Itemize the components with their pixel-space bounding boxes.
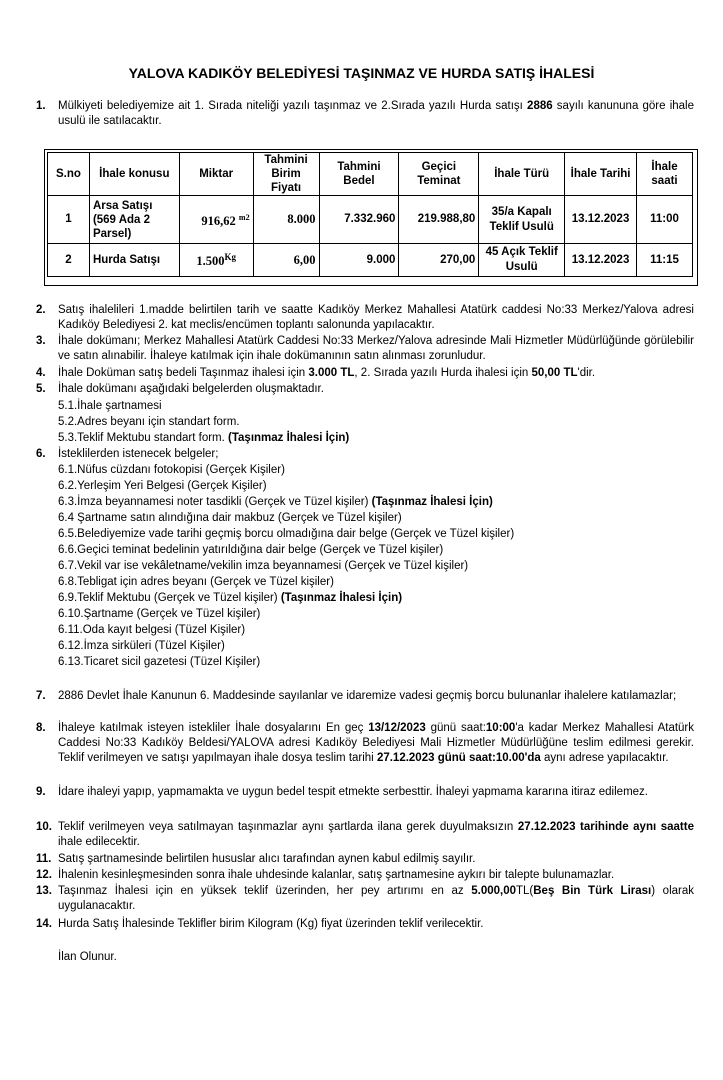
closing-text: İlan Olunur. bbox=[58, 951, 117, 963]
clause-2: 2. Satış ihalelileri 1.madde belirtilen tarih ve saatte Kadıköy Merkez Mahallesi Atatürk caddesi No:33 Merkez/Yalova adresi Kadıköy Belediyesi 2. kat meclis/encümen toplantı salonunda yapılacaktır. bbox=[36, 304, 694, 331]
clause-1: 1. Mülkiyeti belediyemize ait 1. Sırada niteliği yazılı taşınmaz ve 2.Sırada yazılı Hurda satışı 2886 sayılı kanununa göre ihale usulü ile satılacaktır. bbox=[36, 100, 694, 127]
list-item: 6.6.Geçici teminat bedelinin yatırıldığına dair belge (Gerçek ve Tüzel kişiler) bbox=[58, 544, 444, 556]
clause-11: 11. Satış şartnamesinde belirtilen hususlar alıcı tarafından aynen kabul edilmiş sayılır. bbox=[36, 853, 476, 865]
list-item: 6.5.Belediyemize vade tarihi geçmiş borcu olmadığına dair belge (Gerçek ve Tüzel kişiler) bbox=[58, 528, 515, 540]
list-item: 6.10.Şartname (Gerçek ve Tüzel kişiler) bbox=[58, 608, 261, 620]
list-item: 6.2.Yerleşim Yeri Belgesi (Gerçek Kişiler) bbox=[58, 480, 267, 492]
clause-9: 9. İdare ihaleyi yapıp, yapmamakta ve uygun bedel tespit etmekte serbesttir. İhaleyi yapmama kararına itiraz edilemez. bbox=[36, 786, 648, 798]
col-saat: İhale saati bbox=[637, 153, 693, 196]
list-item: 6.3.İmza beyannamesi noter tasdikli (Gerçek ve Tüzel kişiler) (Taşınmaz İhalesi İçin) bbox=[58, 496, 493, 508]
list-item: 6.8.Tebligat için adres beyanı (Gerçek ve Tüzel kişiler) bbox=[58, 576, 334, 588]
col-tarih: İhale Tarihi bbox=[565, 153, 637, 196]
clause-14: 14. Hurda Satış İhalesinde Teklifler birim Kilogram (Kg) fiyat üzerinden teklif verilecektir. bbox=[36, 918, 484, 930]
list-item: 6.11.Oda kayıt belgesi (Tüzel Kişiler) bbox=[58, 624, 246, 636]
col-konu: İhale konusu bbox=[89, 153, 179, 196]
table-row: 1 Arsa Satışı (569 Ada 2 Parsel) 916,62 $^{m2}$ 8.000 7.332.960 219.988,80 35/a Kapalı Teklif Usulü 13.12.2023 11:00 bbox=[48, 196, 693, 244]
clause-10: 10. Teklif verilmeyen veya satılmayan taşınmazlar aynı şartlarda ilana gerek duyulmaksızın 27.12.2023 tarihinde aynı saatte ihale edilecektir. bbox=[36, 821, 694, 848]
col-teminat: Geçici Teminat bbox=[399, 153, 479, 196]
list-item: 5.3.Teklif Mektubu standart form. (Taşınmaz İhalesi İçin) bbox=[58, 432, 350, 444]
col-bedel: Tahmini Bedel bbox=[319, 153, 399, 196]
clause-3: 3. İhale dokümanı; Merkez Mahallesi Atatürk Caddesi No:33 Merkez/Yalova adresinde Mali Hizmetler Müdürlüğünde görülebilir ve satın alınabilir. İhaleye katılmak için ihale dokümanının satın alınması zorunludur. bbox=[36, 335, 694, 362]
clause-4: 4. İhale Doküman satış bedeli Taşınmaz ihalesi için 3.000 TL, 2. Sırada yazılı Hurda ihalesi için 50,00 TL'dir. bbox=[36, 367, 596, 379]
auction-table bbox=[47, 152, 693, 277]
table-header-row bbox=[48, 153, 693, 196]
list-item: 6.12.İmza sirküleri (Tüzel Kişiler) bbox=[58, 640, 225, 652]
col-miktar: Miktar bbox=[179, 153, 253, 196]
col-sno: S.no bbox=[48, 153, 90, 196]
list-item: 6.4 Şartname satın alındığına dair makbuz (Gerçek ve Tüzel kişiler) bbox=[58, 512, 402, 524]
page-title: YALOVA KADIKÖY BELEDİYESİ TAŞINMAZ VE HURDA SATIŞ İHALESİ bbox=[128, 65, 595, 81]
list-item: 5.1.İhale şartnamesi bbox=[58, 400, 162, 412]
clause-5: 5. İhale dokümanı aşağıdaki belgelerden oluşmaktadır. bbox=[36, 383, 324, 395]
clause-13: 13. Taşınmaz İhalesi için en yüksek teklif üzerinden, her pey artırımı en az 5.000,00TL(Beş Bin Türk Lirası) olarak uygulanacaktır. bbox=[36, 885, 694, 912]
clause-8: 8. İhaleye katılmak isteyen istekliler İhale dosyalarını En geç 13/12/2023 günü saat:10:00'a kadar Merkez Mahallesi Atatürk Caddesi No:33 Kadıköy Beldesi/YALOVA adresi Kadıköy Belediyesi Mali Hizmetler Müdürlüğüne teslim edilmesi gerekir. Teklif verilmeyen ve satışı yapılmayan ihale dosya teslim tarihi 27.12.2023 günü saat:10.00'da aynı adrese yapılacaktır. bbox=[36, 722, 695, 764]
list-item: 6.9.Teklif Mektubu (Gerçek ve Tüzel kişiler) (Taşınmaz İhalesi İçin) bbox=[58, 592, 403, 604]
list-item: 5.2.Adres beyanı için standart form. bbox=[58, 416, 240, 428]
list-item: 6.7.Vekil var ise vekâletname/vekilin imza beyannamesi (Gerçek ve Tüzel kişiler) bbox=[58, 560, 469, 572]
list-item: 6.13.Ticaret sicil gazetesi (Tüzel Kişiler) bbox=[58, 656, 261, 668]
table-row: 2 Hurda Satışı $1.500^{Kg}$ 6,00 9.000 270,00 45 Açık Teklif Usulü 13.12.2023 11:15 bbox=[48, 244, 693, 277]
clause-6: 6. İsteklilerden istenecek belgeler; bbox=[36, 448, 219, 460]
col-birim: Tahmini Birim Fiyatı bbox=[253, 153, 319, 196]
list-item: 6.1.Nüfus cüzdanı fotokopisi (Gerçek Kişiler) bbox=[58, 464, 285, 476]
clause-12: 12. İhalenin kesinleşmesinden sonra ihale uhdesinde kalanlar, satış şartnamesine aykırı bir talepte bulunamazlar. bbox=[36, 869, 615, 881]
clause-7: 7. 2886 Devlet İhale Kanunun 6. Maddesinde sayılanlar ve idaremize vadesi geçmiş borcu bulunanlar ihalelere katılamazlar; bbox=[36, 690, 677, 702]
col-tur: İhale Türü bbox=[479, 153, 565, 196]
